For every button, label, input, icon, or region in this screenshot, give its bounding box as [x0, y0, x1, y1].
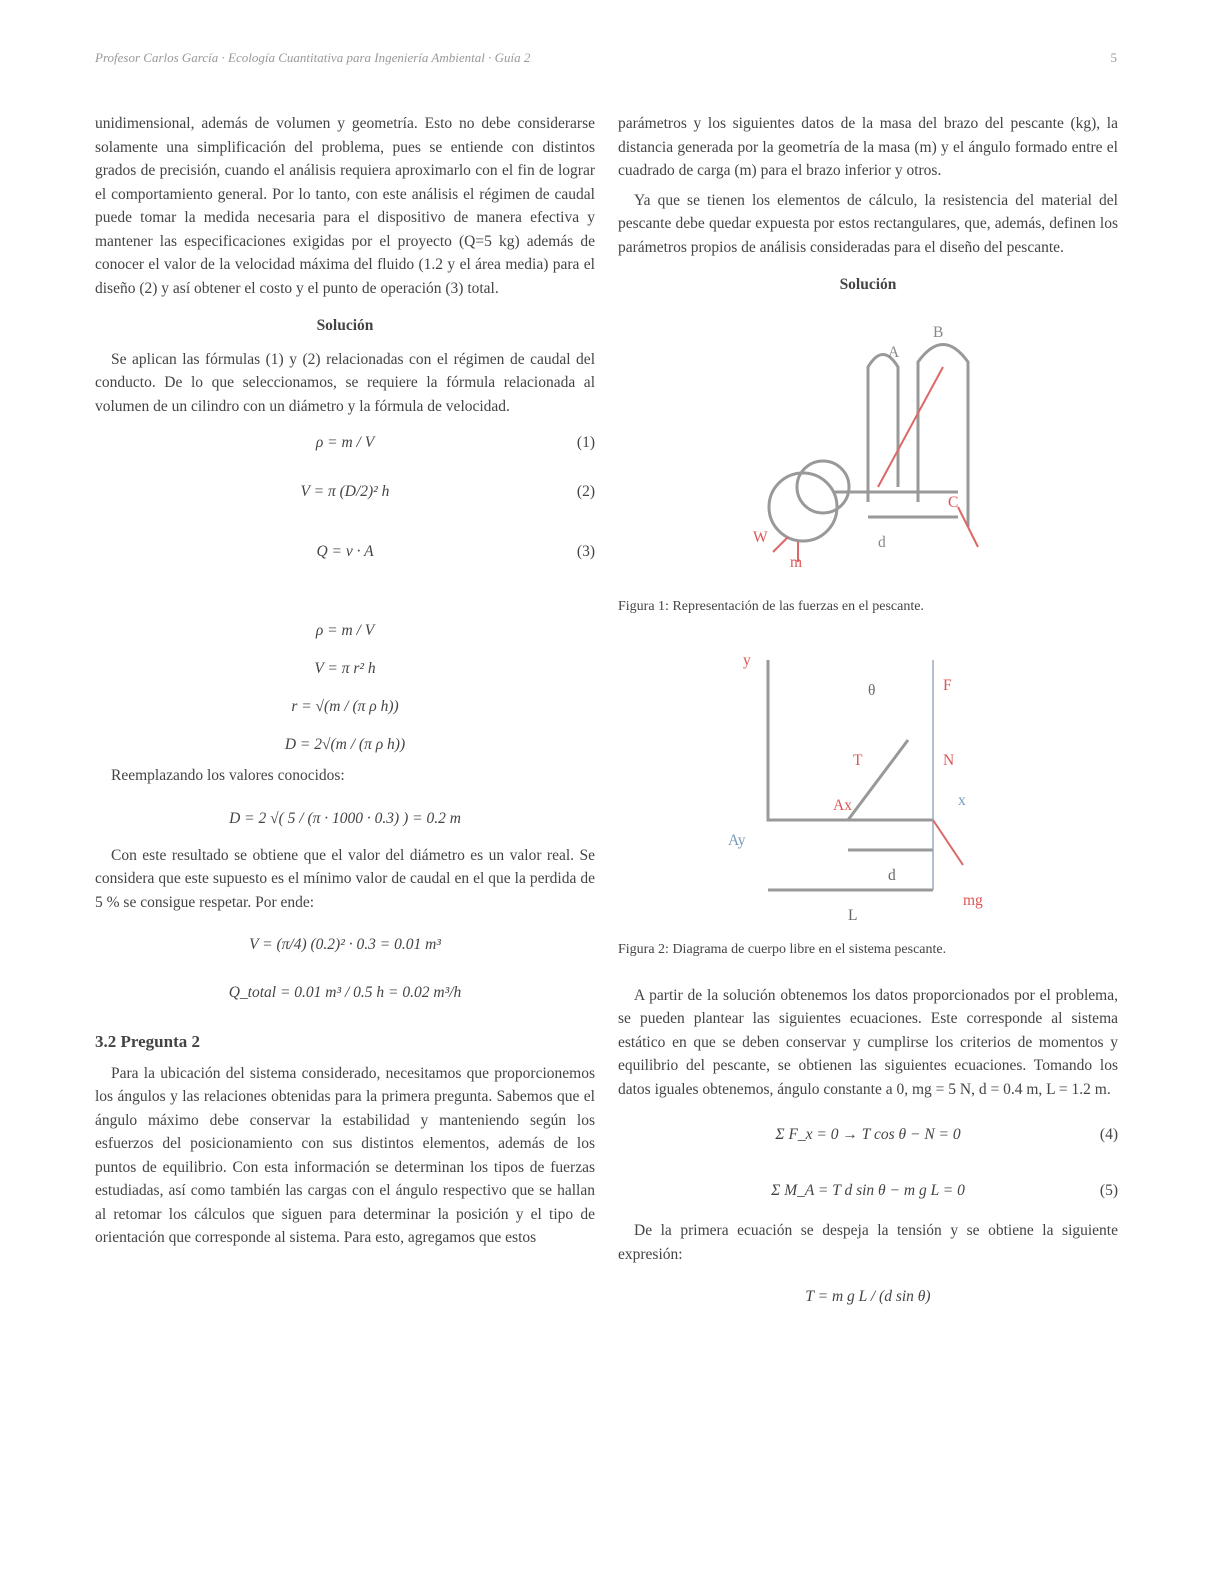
section-heading: 3.2 Pregunta 2	[95, 1032, 200, 1051]
paragraph: Se aplican las fórmulas (1) y (2) relacionadas con el régimen de caudal del conducto. De lo que seleccionamos, se requiere la fórmula relacionada al volumen de un cilindro con un diámetro y la fórmula de velocidad.	[95, 350, 595, 415]
equation-text: V = (π/4) (0.2)² · 0.3 = 0.01 m³	[249, 936, 441, 953]
equation-text: ρ = m / V	[315, 622, 375, 639]
fig1-label-w: W	[753, 528, 768, 546]
fig2-label-f: F	[943, 677, 952, 694]
equation-2	[95, 462, 595, 522]
figure-1-crane-sketch	[718, 307, 1018, 587]
equation-number: (3)	[576, 543, 595, 560]
equation-text: Σ F_x = 0 → T cos θ − N = 0	[775, 1126, 961, 1143]
fig2-label-y: y	[743, 652, 751, 669]
derivation-2	[95, 650, 595, 688]
equation-number: (2)	[576, 483, 595, 500]
equation-flow	[95, 970, 595, 1016]
paragraph: parámetros y los siguientes datos de la masa del brazo del pescante (kg), la distancia generada por la geometría de la masa (m) y el ángulo formado entre el cuadrado de carga (m) para el brazo inferior y otros.	[618, 115, 1118, 179]
fig1-label-a: A	[888, 343, 900, 361]
equation-text: V = π r² h	[314, 660, 376, 677]
paragraph: De la primera ecuación se despeja la tensión y se obtiene la siguiente expresión:	[618, 1222, 1118, 1263]
equation-text: D = 2√(m / (π ρ h))	[284, 736, 406, 753]
equation-text: ρ = m / V	[315, 434, 375, 451]
paragraph: Para la ubicación del sistema considerado, necesitamos que proporcionemos los ángulos y las relaciones obtenidas para la primera pregunta. Sabemos que el ángulo máximo debe conservar la estabilidad y manteniendo según los esfuerzos del posicionamiento con sus distintos elementos, además de los puntos de equilibrio. Con esta información se determinan los tipos de fuerzas estudiadas, así como también las cargas con el ángulo respectivo que se hallan al retomar los cálculos que siguen para determinar la posición y el tipo de orientación que corresponde al sistema. Para esto, agregamos que estos	[95, 1064, 595, 1246]
fig2-label-x: x	[958, 792, 966, 809]
equation-number: (1)	[576, 434, 595, 451]
equation-text: V = π (D/2)² h	[300, 483, 390, 500]
fig2-label-theta: θ	[868, 682, 876, 699]
fig2-label-ax: Ax	[833, 797, 852, 814]
paragraph: Ya que se tienen los elementos de cálculo, la resistencia del material del pescante debe quedar expuesta por estos rectangulares, que, además, definen los parámetros propios de análisis consideradas para el diseño del pescante.	[618, 191, 1118, 256]
equation-tension	[618, 1272, 1118, 1322]
figure-2-free-body-diagram	[718, 640, 1018, 930]
equation-text: Σ M_A = T d sin θ − m g L = 0	[771, 1182, 965, 1199]
paragraph: Reemplazando los valores conocidos:	[111, 767, 345, 784]
fig2-label-t: T	[853, 752, 863, 769]
paragraph: Con este resultado se obtiene que el valor del diámetro es un valor real. Se considera que este supuesto es el mínimo valor de caudal en el que la perdida de 5 % se consigue respetar. Por ende:	[95, 846, 595, 911]
fig2-label-l: L	[848, 907, 858, 924]
fig1-label-b: B	[933, 323, 944, 341]
header-title: Profesor Carlos García · Ecología Cuantitativa para Ingeniería Ambiental · Guía 2	[95, 50, 531, 65]
equation-text: Q = v · A	[316, 543, 374, 560]
equation-text: T = m g L / (d sin θ)	[805, 1288, 931, 1305]
equation-diameter	[95, 794, 595, 844]
fig1-label-m: m	[790, 553, 803, 571]
equation-text: r = √(m / (π ρ h))	[291, 698, 399, 715]
derivation-4	[95, 726, 595, 764]
figure-2-caption: Figura 2: Diagrama de cuerpo libre en el sistema pescante.	[618, 942, 947, 957]
equation-3	[95, 522, 595, 582]
right-column	[618, 112, 1118, 1322]
fig2-label-mg: mg	[963, 892, 983, 909]
solution-heading: Solución	[839, 276, 897, 293]
equation-volume	[95, 920, 595, 970]
equation-number: (5)	[1099, 1182, 1118, 1199]
fig1-label-d: d	[878, 533, 886, 551]
equation-1	[95, 424, 595, 462]
equation-5	[618, 1163, 1118, 1219]
paragraph: unidimensional, además de volumen y geometría. Esto no debe considerarse solamente una simplificación del problema, pues se entiende con distintos grados de precisión, cuando el análisis requiera aproximarlo con el fin de lograr el comportamiento general. Por lo tanto, con este análisis el régimen de caudal puede tomar la medida necesaria para el dispositivo de manera efectiva y mantener las especificaciones exigidas por el proyecto (Q=5 kg) además de conocer el valor de la velocidad máxima del fluido (1.2 y el área media) para el diseño (2) y así obtener el costo y el punto de operación (3) total.	[95, 115, 595, 297]
fig2-label-ay: Ay	[728, 832, 746, 849]
equation-text: D = 2 √( 5 / (π · 1000 · 0.3) ) = 0.2 m	[229, 809, 461, 827]
page-number: 5	[1110, 50, 1117, 65]
equation-4	[618, 1107, 1118, 1163]
fig1-label-c: C	[948, 493, 959, 511]
fig2-label-d: d	[888, 867, 896, 884]
paragraph: A partir de la solución obtenemos los datos proporcionados por el problema, se pueden plantear las siguientes ecuaciones. Este corresponde al sistema estático en que se deben conservar y cumplirse los criterios de momentos y equilibrio del pescante, se obtienen las siguientes ecuaciones. Tomando los datos iguales obtenemos, ángulo constante a 0, mg = 5 N, d = 0.4 m, L = 1.2 m.	[618, 986, 1118, 1098]
running-header	[95, 46, 1117, 70]
figure-1-caption: Figura 1: Representación de las fuerzas en el pescante.	[618, 598, 924, 614]
left-column	[95, 112, 595, 1256]
derivation-1	[95, 612, 595, 650]
equation-text: Q_total = 0.01 m³ / 0.5 h = 0.02 m³/h	[228, 984, 462, 1001]
solution-heading: Solución	[316, 317, 374, 334]
derivation-3	[95, 688, 595, 726]
equation-number: (4)	[1099, 1126, 1118, 1143]
fig2-label-n: N	[943, 752, 955, 769]
